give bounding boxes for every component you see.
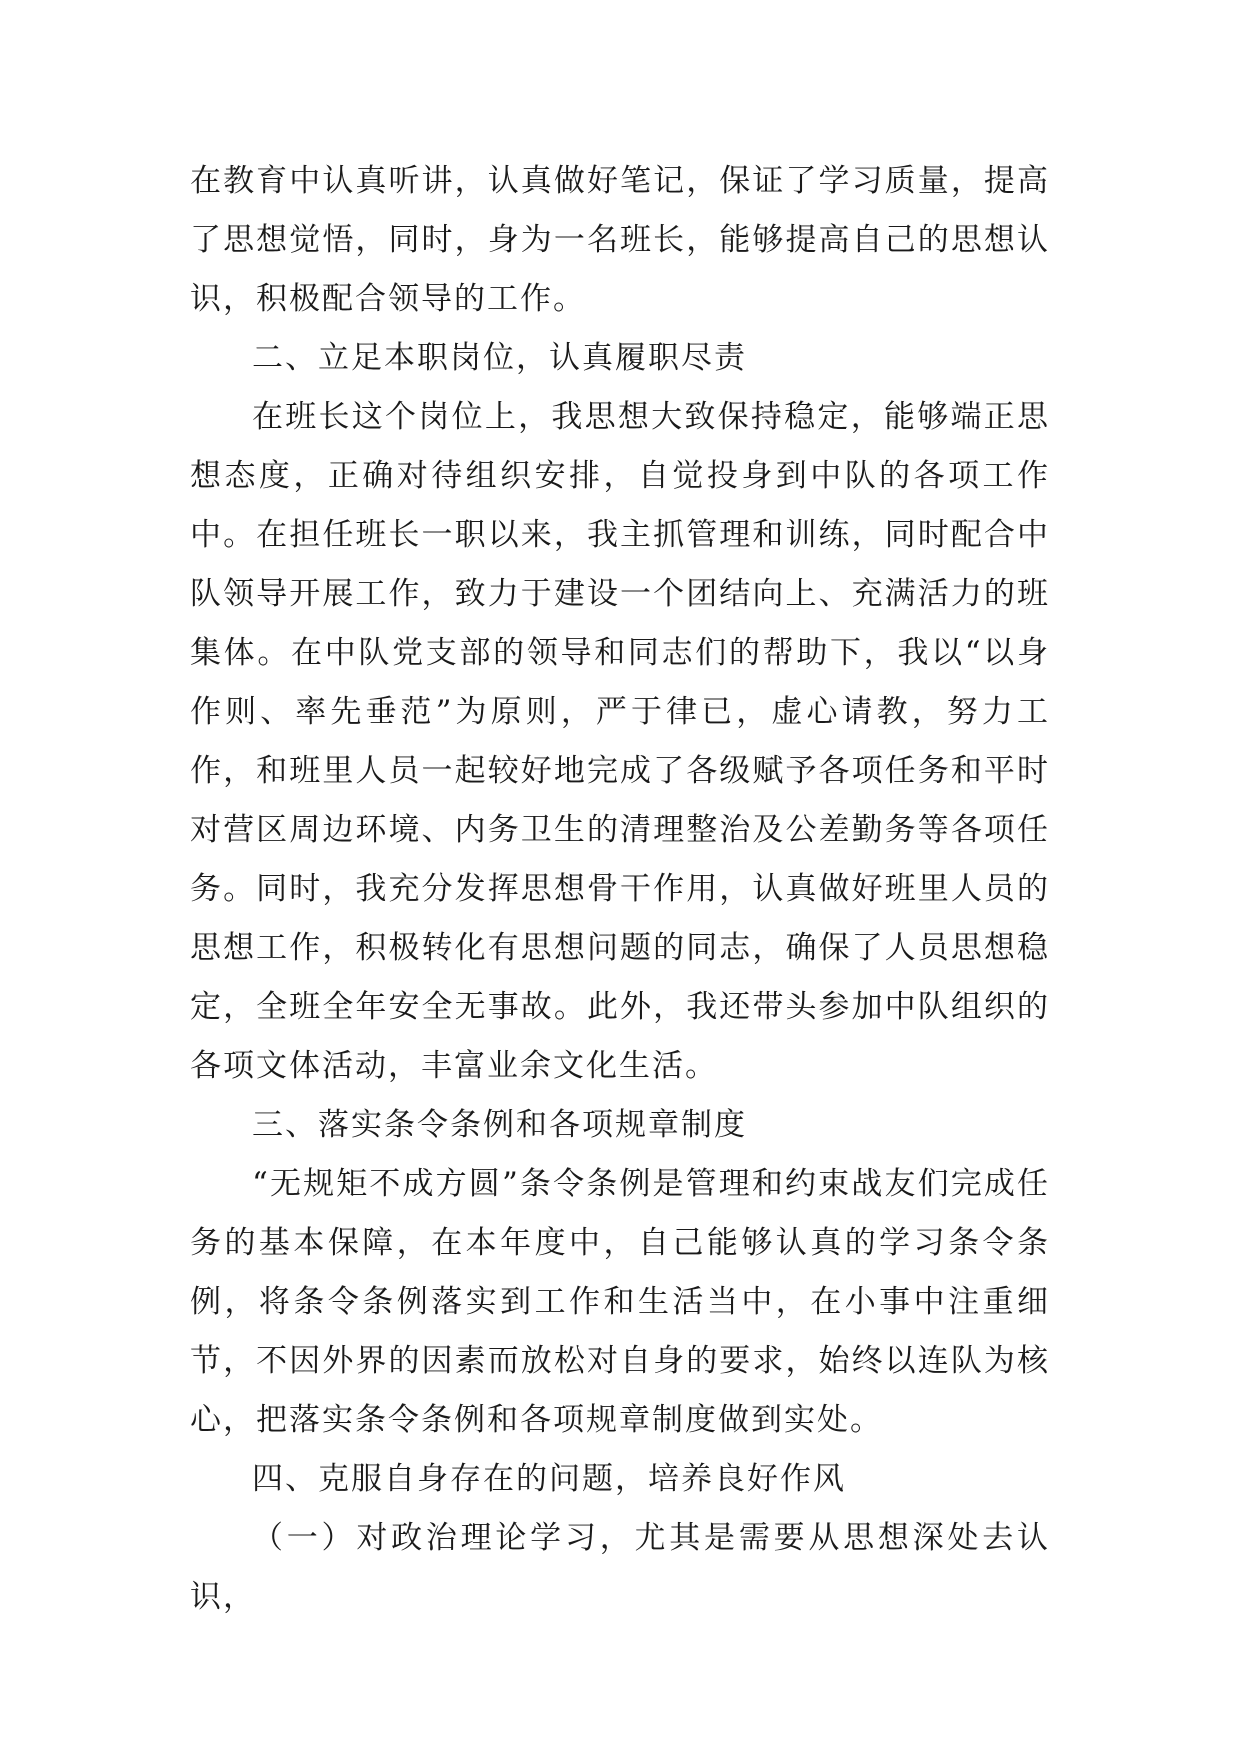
paragraph-section-4-item-1: （一）对政治理论学习，尤其是需要从思想深处去认识， (190, 1520, 1050, 1615)
paragraph-section-2: 在班长这个岗位上，我思想大致保持稳定，能够端正思想态度，正确对待组织安排，自觉投身到中队的各项工作中。在担任班长一职以来，我主抓管理和训练，同时配合中队领导开展工作，致力于建设一个团结向上、充满活力的班集体。在中队党支部的领导和同志们的帮助下，我以“以身作则、率先垂范”为原则，严于律已，虚心请教，努力工作，和班里人员一起较好地完成了各级赋予各项任务和平时对营区周边环境、内务卫生的清理整治及公差勤务等各项任务。同时，我充分发挥思想骨干作用，认真做好班里人员的思想工作，积极转化有思想问题的同志，确保了人员思想稳定，全班全年安全无事故。此外，我还带头参加中队组织的各项文体活动，丰富业余文化生活。 (190, 399, 1050, 1084)
section-heading-2: 二、立足本职岗位，认真履职尽责 (252, 340, 747, 376)
section-heading-3: 三、落实条令条例和各项规章制度 (252, 1107, 747, 1143)
paragraph-section-3: “无规矩不成方圆”条令条例是管理和约束战友们完成任务的基本保障，在本年度中，自己能够认真的学习条令条例，将条令条例落实到工作和生活当中，在小事中注重细节，不因外界的因素而放松对自身的要求，始终以连队为核心，把落实条令条例和各项规章制度做到实处。 (190, 1166, 1050, 1438)
section-heading-4: 四、克服自身存在的问题，培养良好作风 (252, 1461, 846, 1497)
paragraph-continuation: 在教育中认真听讲，认真做好笔记，保证了学习质量，提高了思想觉悟，同时，身为一名班长，能够提高自己的思想认识，积极配合领导的工作。 (190, 163, 1050, 317)
document-body (190, 152, 1050, 1627)
